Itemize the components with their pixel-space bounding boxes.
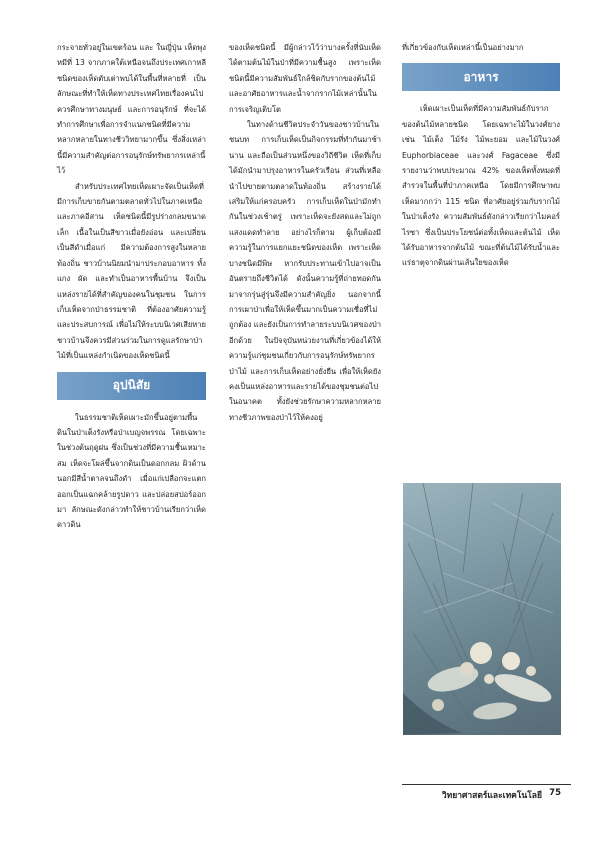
body-paragraph: เห็ดเผาะเป็นเห็ดที่มีความสัมพันธ์กับรากของต้นไม้หลายชนิด โดยเฉพาะไม้ในวงศ์ยาง เช่น ไม้เต็ง ไม้รัง ไม้พะยอม และไม้ในวงศ์ Euphorbiaceae และวงศ์ Fagaceae ซึ่งมีรายงานว่าพบประมาณ 42% ของเห็ดทั้งหมดที่สำรวจในพื้นที่ป่าภาคเหนือ โดยมีการศึกษาพบเห็ดมากกว่า 115 ชนิด ที่อาศัยอยู่ร่วมกับรากไม้ในป่าเต็งรัง ความสัมพันธ์ดังกล่าวเรียกว่าไมคอร์ไรซา ซึ่งเป็นประโยชน์ต่อทั้งเห็ดและต้นไม้ เห็ดได้รับอาหารจากต้นไม้ ขณะที่ต้นไม้ได้รับน้ำและแร่ธาตุจากดินผ่านเส้นใยของเห็ด <box>402 104 560 268</box>
page-number: 75 <box>549 788 561 798</box>
column-left <box>57 40 206 533</box>
footer-rule <box>402 784 571 785</box>
body-paragraph: กระจายทั่วอยู่ในเขตร้อน และ ในญี่ปุ่น เห็ดพุงหมีที่ 13 จากภาคใต้เหนือจนถึงประเทศเกาหลี ชนิดของเห็ดตับเต่าพบได้ในพื้นที่หลายที่ เป็นลักษณะที่ทำให้เห็ดทางประเทศไทยเรื่องคนไป ควรศึกษาทางมนุษย์ และการอนุรักษ์ ที่จะได้ทำการศึกษาเพื่อการจำแนกชนิดที่มีความหลากหลายในทางชีววิทยามากขึ้น ซึ่งสิ่งเหล่านี้มีความสำคัญต่อการอนุรักษ์ทรัพยากรเหล่านี้ไว้ <box>57 43 206 176</box>
body-paragraph: ของเห็ดชนิดนี้ มีผู้กล่าวไว้ว่าบางครั้งที่นับเห็ดได้ตามต้นไม้ในป่าที่มีความชื้นสูง เพราะเห็ดชนิดนี้มีความสัมพันธ์ใกล้ชิดกับรากของต้นไม้ และอาศัยอาหารและน้ำจากรากไม้เหล่านั้นในการเจริญเติบโต <box>229 43 381 114</box>
section-heading: อุปนิสัย <box>57 372 206 400</box>
journal-name: วิทยาศาสตร์และเทคโนโลยี <box>441 791 542 801</box>
body-paragraph: สำหรับประเทศไทยเห็ดเผาะจัดเป็นเห็ดที่มีการเก็บขายกันตามตลาดทั่วไปในภาคเหนือและภาคอีสาน เห็ดชนิดนี้มีรูปร่างกลมขนาดเล็ก เนื้อในเป็นสีขาวเมื่อยังอ่อน และเปลี่ยนเป็นสีดำเมื่อแก่ มีความต้องการสูงในหลายท้องถิ่น ชาวบ้านนิยมนำมาประกอบอาหาร ทั้งแกง ผัด และทำเป็นอาหารพื้นบ้าน จึงเป็นแหล่งรายได้ที่สำคัญของคนในชุมชน ในการเก็บเห็ดจากป่าธรรมชาติ ที่ต้องอาศัยความรู้และประสบการณ์ เพื่อไม่ให้ระบบนิเวศเสียหาย ชาวบ้านจึงควรมีส่วนร่วมในการดูแลรักษาป่าไม้ที่เป็นแหล่งกำเนิดของเห็ดชนิดนี้ <box>57 181 206 361</box>
body-paragraph: ในธรรมชาติเห็ดเผาะมักขึ้นอยู่ตามพื้นดินในป่าเต็งรังหรือป่าเบญจพรรณ โดยเฉพาะในช่วงต้นฤดูฝน ซึ่งเป็นช่วงที่มีความชื้นเหมาะสม เห็ดจะโผล่ขึ้นจากดินเป็นดอกกลม ผิวด้านนอกมีสีน้ำตาลจนถึงดำ เมื่อแก่เปลือกจะแตกออกเป็นแฉกคล้ายรูปดาว และปล่อยสปอร์ออกมา ลักษณะดังกล่าวทำให้ชาวบ้านเรียกว่าเห็ดดาวดิน <box>57 412 206 530</box>
section-heading: อาหาร <box>402 63 560 91</box>
column-middle <box>229 40 381 425</box>
body-paragraph: ในทางด้านชีวิตประจำวันของชาวบ้านในชนบท การเก็บเห็ดเป็นกิจกรรมที่ทำกันมาช้านาน และถือเป็นส่วนหนึ่งของวิถีชีวิต เห็ดที่เก็บได้มักนำมาปรุงอาหารในครัวเรือน ส่วนที่เหลือนำไปขายตามตลาดในท้องถิ่น สร้างรายได้เสริมให้แก่ครอบครัว การเก็บเห็ดในป่ามักทำกันในช่วงเช้าตรู่ เพราะเห็ดจะยังสดและไม่ถูกแสงแดดทำลาย อย่างไรก็ตาม ผู้เก็บต้องมีความรู้ในการแยกแยะชนิดของเห็ด เพราะเห็ดบางชนิดมีพิษ หากรับประทานเข้าไปอาจเป็นอันตรายถึงชีวิตได้ ดังนั้นความรู้ที่ถ่ายทอดกันมาจากรุ่นสู่รุ่นจึงมีความสำคัญยิ่ง นอกจากนี้การเผาป่าเพื่อให้เห็ดขึ้นมากเป็นความเชื่อที่ไม่ถูกต้อง และยังเป็นการทำลายระบบนิเวศของป่าอีกด้วย ในปัจจุบันหน่วยงานที่เกี่ยวข้องได้ให้ความรู้แก่ชุมชนเกี่ยวกับการอนุรักษ์ทรัพยากรป่าไม้ และการเก็บเห็ดอย่างยั่งยืน เพื่อให้เห็ดยังคงเป็นแหล่งอาหารและรายได้ของชุมชนต่อไปในอนาคต ทั้งยังช่วยรักษาความหลากหลายทางชีวภาพของป่าไว้ให้คงอยู่ <box>229 120 381 422</box>
body-paragraph: ที่เกี่ยวข้องกับเห็ดเหล่านี้เป็นอย่างมาก <box>402 43 524 52</box>
page-footer <box>0 784 595 814</box>
column-right <box>402 40 560 271</box>
mushroom-photo <box>403 483 561 735</box>
